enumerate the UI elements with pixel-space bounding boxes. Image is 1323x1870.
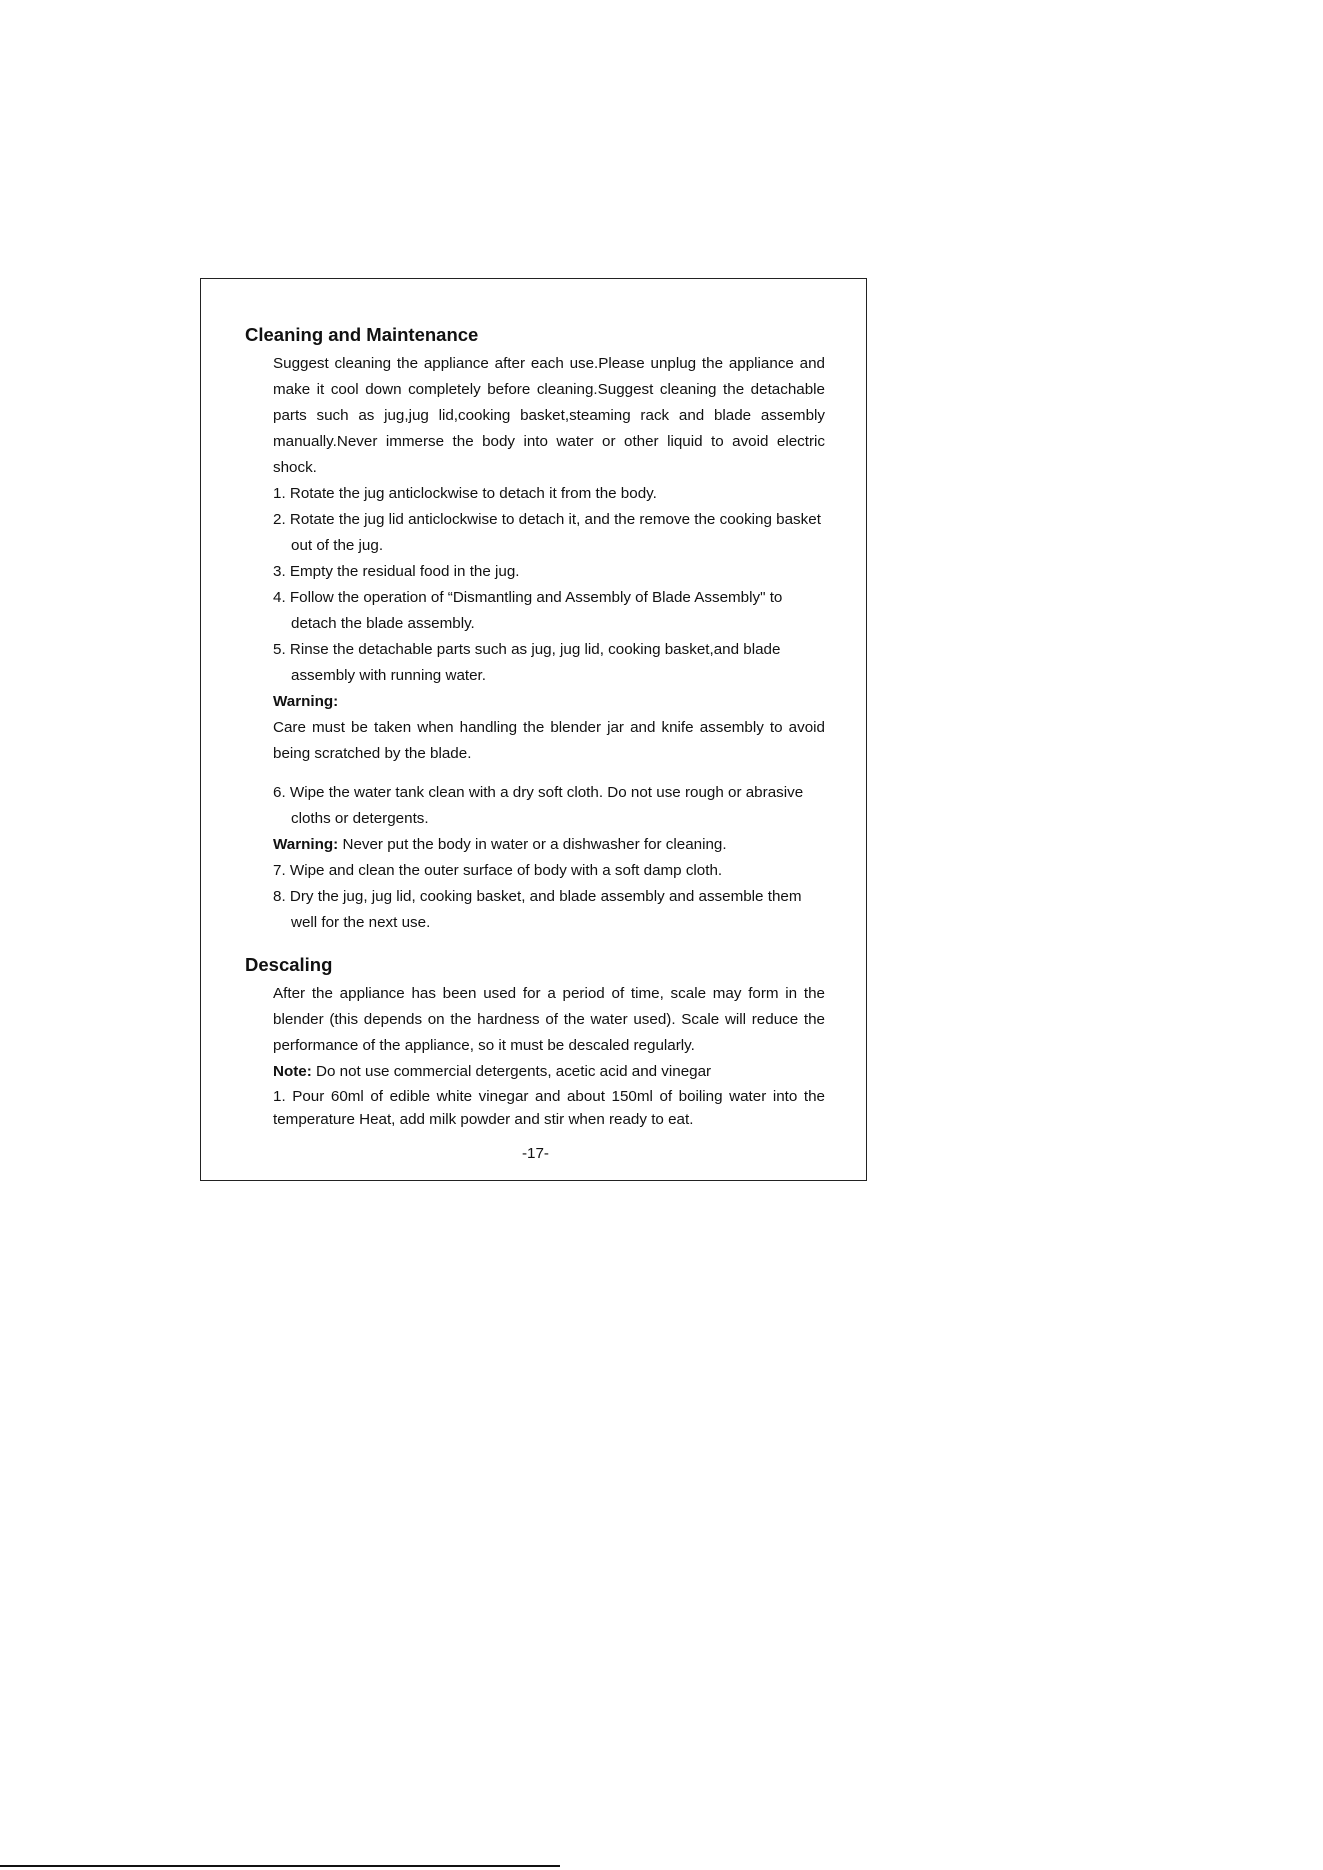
manual-page <box>200 278 867 1181</box>
descaling-intro: After the appliance has been used for a period of time, scale may form in the blender (this depends on the hardness of the water used). Scale will reduce the performance of the appliance, so it must be descaled regularly. <box>273 985 825 1054</box>
cleaning-step-5: 5. Rinse the detachable parts such as jug, jug lid, cooking basket,and blade assembly with running water. <box>273 641 781 684</box>
cleaning-step-3: 3. Empty the residual food in the jug. <box>273 563 520 580</box>
cleaning-step-1: 1. Rotate the jug anticlockwise to detach it from the body. <box>273 485 657 502</box>
note-line <box>273 1059 825 1085</box>
cleaning-step-7: 7. Wipe and clean the outer surface of body with a soft damp cloth. <box>273 862 723 879</box>
spacer <box>245 767 825 780</box>
descaling-title: Descaling <box>245 954 333 975</box>
spacer <box>245 936 825 953</box>
cleaning-step-2: 2. Rotate the jug lid anticlockwise to detach it, and the remove the cooking basket out of the jug. <box>273 511 821 554</box>
warning-line <box>273 832 825 858</box>
note-label: Note: <box>273 1063 312 1080</box>
cleaning-step-8: 8. Dry the jug, jug lid, cooking basket, and blade assembly and assemble them well for the next use. <box>273 888 802 931</box>
bottom-rule <box>0 1865 560 1867</box>
page-number: -17- <box>521 1145 549 1162</box>
warning-text: Care must be taken when handling the blender jar and knife assembly to avoid being scratched by the blade. <box>273 719 825 762</box>
cleaning-title: Cleaning and Maintenance <box>245 324 479 345</box>
note-text: Do not use commercial detergents, acetic acid and vinegar <box>311 1063 712 1080</box>
cleaning-step-6: 6. Wipe the water tank clean with a dry soft cloth. Do not use rough or abrasive cloths or detergents. <box>273 784 804 827</box>
warning-heading: Warning: <box>273 693 339 710</box>
warning-line-text: Never put the body in water or a dishwasher for cleaning. <box>338 836 727 853</box>
warning-label: Warning: <box>273 836 339 853</box>
descaling-step-1: 1. Pour 60ml of edible white vinegar and about 150ml of boiling water into the temperature Heat, add milk powder and stir when ready to eat. <box>273 1088 825 1128</box>
cleaning-step-4: 4. Follow the operation of “Dismantling and Assembly of Blade Assembly" to detach the blade assembly. <box>273 589 783 632</box>
cleaning-intro: Suggest cleaning the appliance after each use.Please unplug the appliance and make it cool down completely before cleaning.Suggest cleaning the detachable parts such as jug,jug lid,cooking basket,steaming rack and blade assembly manually.Never immerse the body into water or other liquid to avoid electric shock. <box>273 355 825 476</box>
page-content <box>245 323 825 1131</box>
